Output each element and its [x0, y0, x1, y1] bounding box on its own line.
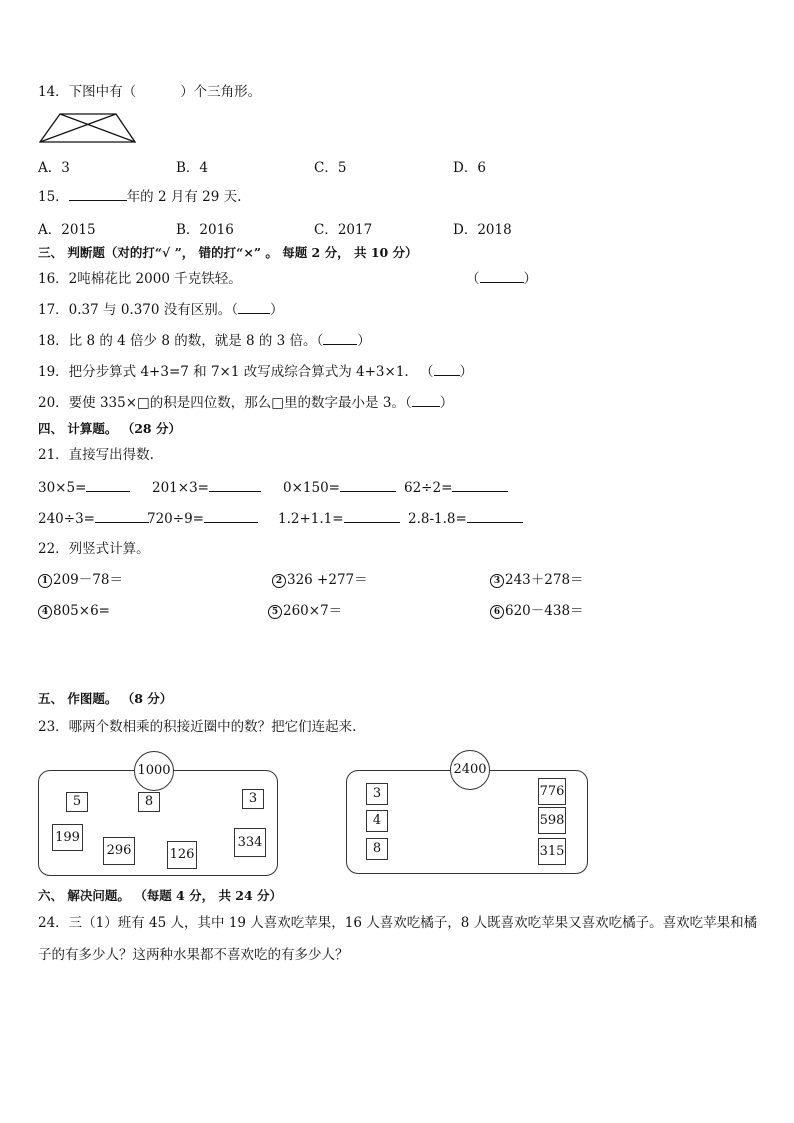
question-15 [38, 187, 241, 206]
q16-text: 16．2吨棉花比 2000 千克铁轻。 [38, 271, 242, 287]
q15-number: 15． [38, 189, 69, 205]
q21-item-7: 1.2+1.1= [278, 509, 400, 528]
section-3-heading: 三、 判断题（对的打“√ ”， 错的打“×” 。 每题 2 分， 共 10 分） [38, 245, 418, 260]
q23-left-number-box[interactable]: 296 [103, 837, 135, 865]
q18-answer-blank[interactable] [323, 332, 357, 345]
q23-right-number-box[interactable]: 3 [366, 783, 388, 805]
q14-prefix: 14．下图中有（ [38, 84, 137, 100]
q23-right-number-box[interactable]: 8 [366, 838, 388, 860]
question-14 [38, 83, 261, 101]
q16-answer-paren[interactable]: （ ） [466, 271, 537, 287]
q23-left-number-box[interactable]: 8 [138, 792, 160, 812]
q19-answer-paren[interactable]: （ ） [420, 364, 473, 380]
q21-item-5: 240÷3= [38, 509, 149, 528]
q14-option-c[interactable]: C．5 [314, 160, 347, 176]
q21-answer-blank[interactable] [86, 478, 130, 492]
q23-right-number-box[interactable]: 598 [538, 807, 566, 834]
q23-left-target-circle: 1000 [134, 751, 174, 791]
q20-answer-blank[interactable] [412, 394, 440, 407]
question-23-title: 23．哪两个数相乘的积接近圈中的数？把它们连起来. [38, 719, 357, 735]
question-24-line-1: 24．三（1）班有 45 人，其中 19 人喜欢吃苹果，16 人喜欢吃橘子，8 人既喜欢吃苹果又喜欢吃橘子。喜欢吃苹果和橘 [38, 915, 758, 931]
q22-item-3: 3 243＋278＝ [490, 571, 584, 589]
question-19 [38, 363, 409, 381]
question-24-line-2: 子的有多少人？这两种水果都不喜欢吃的有多少人？ [38, 947, 349, 963]
q23-right-number-box[interactable]: 776 [538, 778, 566, 805]
q22-item-4: 4 805×6= [38, 602, 110, 620]
q23-left-number-box[interactable]: 199 [52, 824, 83, 851]
q21-item-3: 0×150= [283, 478, 396, 497]
q23-right-number-box[interactable]: 4 [366, 810, 388, 832]
q14-option-a[interactable]: A．3 [38, 160, 70, 176]
section-5-heading: 五、 作图题。 （8 分） [38, 691, 173, 706]
q23-left-number-box[interactable]: 5 [66, 792, 88, 812]
q23-left-number-box[interactable]: 126 [167, 841, 197, 869]
q15-text: 年的 2 月有 29 天. [126, 189, 242, 205]
q19-text: 19．把分步算式 4+3=7 和 7×1 改写成综合算式为 4+3×1. [38, 364, 409, 380]
q15-option-a[interactable]: A．2015 [38, 222, 96, 238]
q14-option-d[interactable]: D．6 [453, 160, 486, 176]
q14-option-b[interactable]: B．4 [176, 160, 209, 176]
q22-item-5: 5 260×7＝ [268, 602, 342, 620]
section-4-heading: 四、 计算题。 （28 分） [38, 421, 181, 436]
question-17: 17．0.37 与 0.370 没有区别。（ ） [38, 302, 284, 318]
q20-text: 20．要使 335×□的积是四位数，那么□里的数字最小是 3。（ [38, 395, 412, 411]
q21-item-1: 30×5= [38, 478, 130, 497]
q23-right-number-box[interactable]: 315 [538, 838, 566, 865]
trapezoid-figure [38, 112, 138, 144]
q21-answer-blank[interactable] [209, 478, 261, 492]
q21-answer-blank[interactable] [340, 478, 396, 492]
q22-item-2: 2 326 +277＝ [272, 571, 368, 589]
q22-item-1: 1 209－78＝ [38, 571, 123, 589]
q21-item-2: 201×3= [152, 478, 261, 497]
q15-option-d[interactable]: D．2018 [453, 222, 512, 238]
q21-item-6: 720÷9= [147, 509, 258, 528]
q23-left-number-box[interactable]: 3 [242, 789, 264, 809]
question-21-title: 21．直接写出得数. [38, 447, 154, 463]
q21-answer-blank[interactable] [344, 509, 400, 523]
q21-answer-blank[interactable] [452, 478, 508, 492]
q21-answer-blank[interactable] [204, 509, 258, 523]
q17-answer-blank[interactable] [238, 301, 270, 314]
q23-right-target-circle: 2400 [450, 750, 490, 790]
q15-option-b[interactable]: B．2016 [176, 222, 234, 238]
question-18: 18．比 8 的 4 倍少 8 的数，就是 8 的 3 倍。（ ） [38, 333, 371, 349]
q21-item-8: 2.8-1.8= [408, 509, 523, 528]
question-22-title: 22．列竖式计算。 [38, 541, 150, 557]
q21-answer-blank[interactable] [467, 509, 523, 523]
section-6-heading: 六、 解决问题。 （每题 4 分， 共 24 分） [38, 888, 283, 903]
q21-item-4: 62÷2= [404, 478, 508, 497]
q22-item-6: 6 620－438＝ [490, 602, 584, 620]
question-20: 20．要使 335×□的积是四位数，那么□里的数字最小是 3。（ ） [38, 395, 454, 411]
q18-text: 18．比 8 的 4 倍少 8 的数，就是 8 的 3 倍。（ [38, 333, 324, 349]
question-16 [38, 270, 242, 288]
q23-left-number-box[interactable]: 334 [234, 828, 266, 857]
q15-option-c[interactable]: C．2017 [314, 222, 373, 238]
q21-answer-blank[interactable] [95, 509, 149, 523]
q14-suffix: ）个三角形。 [180, 84, 262, 100]
q17-text: 17．0.37 与 0.370 没有区别。（ [38, 302, 239, 318]
q15-answer-blank[interactable] [69, 187, 127, 201]
